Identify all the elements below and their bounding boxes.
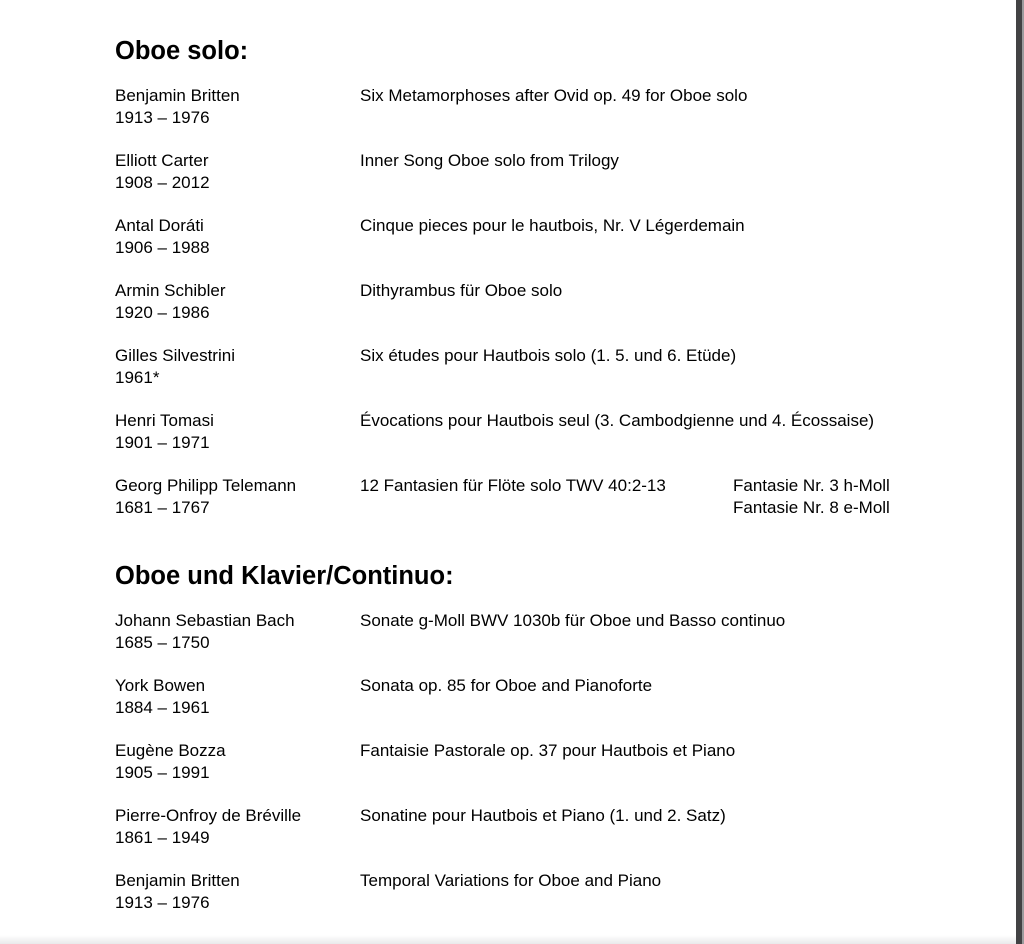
repertoire-entry <box>115 280 1004 324</box>
composer-cell <box>115 805 360 849</box>
composer-name: Antal Doráti <box>115 216 204 235</box>
repertoire-entry <box>115 805 1004 849</box>
repertoire-entry <box>115 345 1004 389</box>
composer-name: Gilles Silvestrini <box>115 346 235 365</box>
composer-dates: 1901 – 1971 <box>115 433 210 452</box>
work-title: Six Metamorphoses after Ovid op. 49 for Oboe solo <box>360 86 748 105</box>
composer-cell <box>115 85 360 129</box>
composer-dates: 1920 – 1986 <box>115 303 210 322</box>
work-title: 12 Fantasien für Flöte solo TWV 40:2-13 <box>360 476 666 495</box>
section-heading: Oboe und Klavier/Continuo: <box>115 562 454 590</box>
repertoire-entry <box>115 215 1004 259</box>
work-title: Évocations pour Hautbois seul (3. Cambodgienne und 4. Écossaise) <box>360 411 875 430</box>
composer-dates: 1905 – 1991 <box>115 763 210 782</box>
sections <box>115 37 1004 914</box>
composer-name: Eugène Bozza <box>115 741 226 760</box>
composer-dates: 1861 – 1949 <box>115 828 210 847</box>
composer-cell <box>115 675 360 719</box>
entry-list <box>115 610 1004 914</box>
work-title: Dithyrambus für Oboe solo <box>360 281 563 300</box>
repertoire-entry <box>115 150 1004 194</box>
work-title: Cinque pieces pour le hautbois, Nr. V Légerdemain <box>360 216 745 235</box>
repertoire-entry <box>115 870 1004 914</box>
composer-cell <box>115 475 360 519</box>
work-title: Sonata op. 85 for Oboe and Pianoforte <box>360 676 653 695</box>
composer-name: Henri Tomasi <box>115 411 214 430</box>
work-title: Inner Song Oboe solo from Trilogy <box>360 151 619 170</box>
work-title: Temporal Variations for Oboe and Piano <box>360 871 662 890</box>
composer-name: Benjamin Britten <box>115 871 240 890</box>
composer-cell <box>115 215 360 259</box>
work-title: Fantaisie Pastorale op. 37 pour Hautbois et Piano <box>360 741 736 760</box>
repertoire-entry <box>115 475 1004 519</box>
composer-dates: 1908 – 2012 <box>115 173 210 192</box>
composer-cell <box>115 345 360 389</box>
composer-name: York Bowen <box>115 676 206 695</box>
work-title: Sonate g-Moll BWV 1030b für Oboe und Basso continuo <box>360 611 786 630</box>
composer-dates: 1913 – 1976 <box>115 893 210 912</box>
section-heading: Oboe solo: <box>115 37 249 65</box>
composer-name: Armin Schibler <box>115 281 226 300</box>
repertoire-entry <box>115 740 1004 784</box>
composer-dates: 1884 – 1961 <box>115 698 210 717</box>
entry-list <box>115 85 1004 519</box>
composer-dates: 1961* <box>115 368 160 387</box>
composer-cell <box>115 610 360 654</box>
composer-cell <box>115 280 360 324</box>
composer-name: Georg Philipp Telemann <box>115 476 297 495</box>
composer-dates: 1685 – 1750 <box>115 633 210 652</box>
composer-cell <box>115 150 360 194</box>
repertoire-entry <box>115 675 1004 719</box>
composer-name: Pierre-Onfroy de Bréville <box>115 806 302 825</box>
work-movements <box>733 475 1004 519</box>
composer-name: Benjamin Britten <box>115 86 240 105</box>
work-title: Six études pour Hautbois solo (1. 5. und 6. Etüde) <box>360 346 737 365</box>
movement-line: Fantasie Nr. 8 e-Moll <box>733 498 890 517</box>
page-bottom-shadow <box>0 935 1016 944</box>
repertoire-entry <box>115 85 1004 129</box>
repertoire-entry <box>115 610 1004 654</box>
movement-line: Fantasie Nr. 3 h-Moll <box>733 476 890 495</box>
repertoire-section <box>115 562 1004 914</box>
composer-name: Elliott Carter <box>115 151 209 170</box>
composer-cell <box>115 410 360 454</box>
repertoire-entry <box>115 410 1004 454</box>
composer-name: Johann Sebastian Bach <box>115 611 295 630</box>
window-right-edge <box>1016 0 1024 944</box>
composer-dates: 1681 – 1767 <box>115 498 210 517</box>
composer-dates: 1913 – 1976 <box>115 108 210 127</box>
work-title: Sonatine pour Hautbois et Piano (1. und 2. Satz) <box>360 806 726 825</box>
composer-cell <box>115 740 360 784</box>
composer-cell <box>115 870 360 914</box>
repertoire-section <box>115 37 1004 519</box>
composer-dates: 1906 – 1988 <box>115 238 210 257</box>
